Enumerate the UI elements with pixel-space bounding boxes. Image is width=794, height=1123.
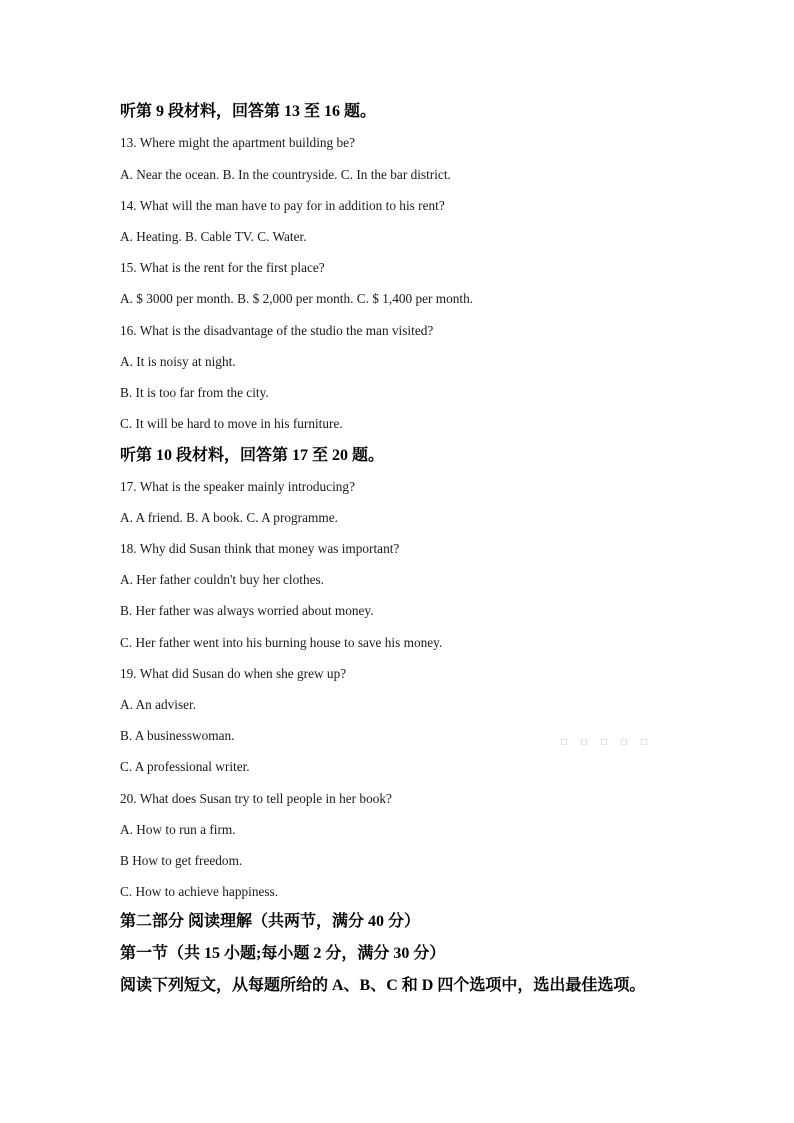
question-20-option-a: A. How to run a firm. xyxy=(120,822,236,837)
question-18-option-a: A. Her father couldn't buy her clothes. xyxy=(120,572,324,587)
faint-watermark: ▫ ▫ ▫ ▫ ▫ xyxy=(560,734,652,748)
question-18: 18. Why did Susan think that money was important? xyxy=(120,541,400,556)
question-18-option-b: B. Her father was always worried about money. xyxy=(120,603,374,618)
section-10-heading: 听第 10 段材料，回答第 17 至 20 题。 xyxy=(120,447,385,464)
question-14: 14. What will the man have to pay for in addition to his rent? xyxy=(120,198,445,213)
part-2-heading: 第二部分 阅读理解（共两节，满分 40 分） xyxy=(120,913,421,930)
section-9-heading: 听第 9 段材料，回答第 13 至 16 题。 xyxy=(120,103,377,120)
question-16-option-c: C. It will be hard to move in his furniture. xyxy=(120,416,343,431)
question-13: 13. Where might the apartment building be? xyxy=(120,135,355,150)
question-13-options: A. Near the ocean. B. In the countryside. C. In the bar district. xyxy=(120,167,451,182)
question-14-options: A. Heating. B. Cable TV. C. Water. xyxy=(120,229,307,244)
question-16-option-b: B. It is too far from the city. xyxy=(120,385,269,400)
question-17-options: A. A friend. B. A book. C. A programme. xyxy=(120,510,338,525)
reading-instruction: 阅读下列短文，从每题所给的 A、B、C 和 D 四个选项中，选出最佳选项。 xyxy=(120,977,646,994)
question-19: 19. What did Susan do when she grew up? xyxy=(120,666,347,681)
question-20-option-c: C. How to achieve happiness. xyxy=(120,884,279,899)
question-15-options: A. $ 3000 per month. B. $ 2,000 per month. C. $ 1,400 per month. xyxy=(120,291,474,306)
question-19-option-c: C. A professional writer. xyxy=(120,759,250,774)
question-16-option-a: A. It is noisy at night. xyxy=(120,354,236,369)
question-19-option-b: B. A businesswoman. xyxy=(120,728,235,743)
question-19-option-a: A. An adviser. xyxy=(120,697,197,712)
section-1-subheading: 第一节（共 15 小题;每小题 2 分，满分 30 分） xyxy=(120,945,446,962)
question-15: 15. What is the rent for the first place? xyxy=(120,260,325,275)
question-18-option-c: C. Her father went into his burning house to save his money. xyxy=(120,635,443,650)
question-16: 16. What is the disadvantage of the studio the man visited? xyxy=(120,323,434,338)
question-20-option-b: B How to get freedom. xyxy=(120,853,243,868)
question-17: 17. What is the speaker mainly introducing? xyxy=(120,479,355,494)
question-20: 20. What does Susan try to tell people in her book? xyxy=(120,791,392,806)
